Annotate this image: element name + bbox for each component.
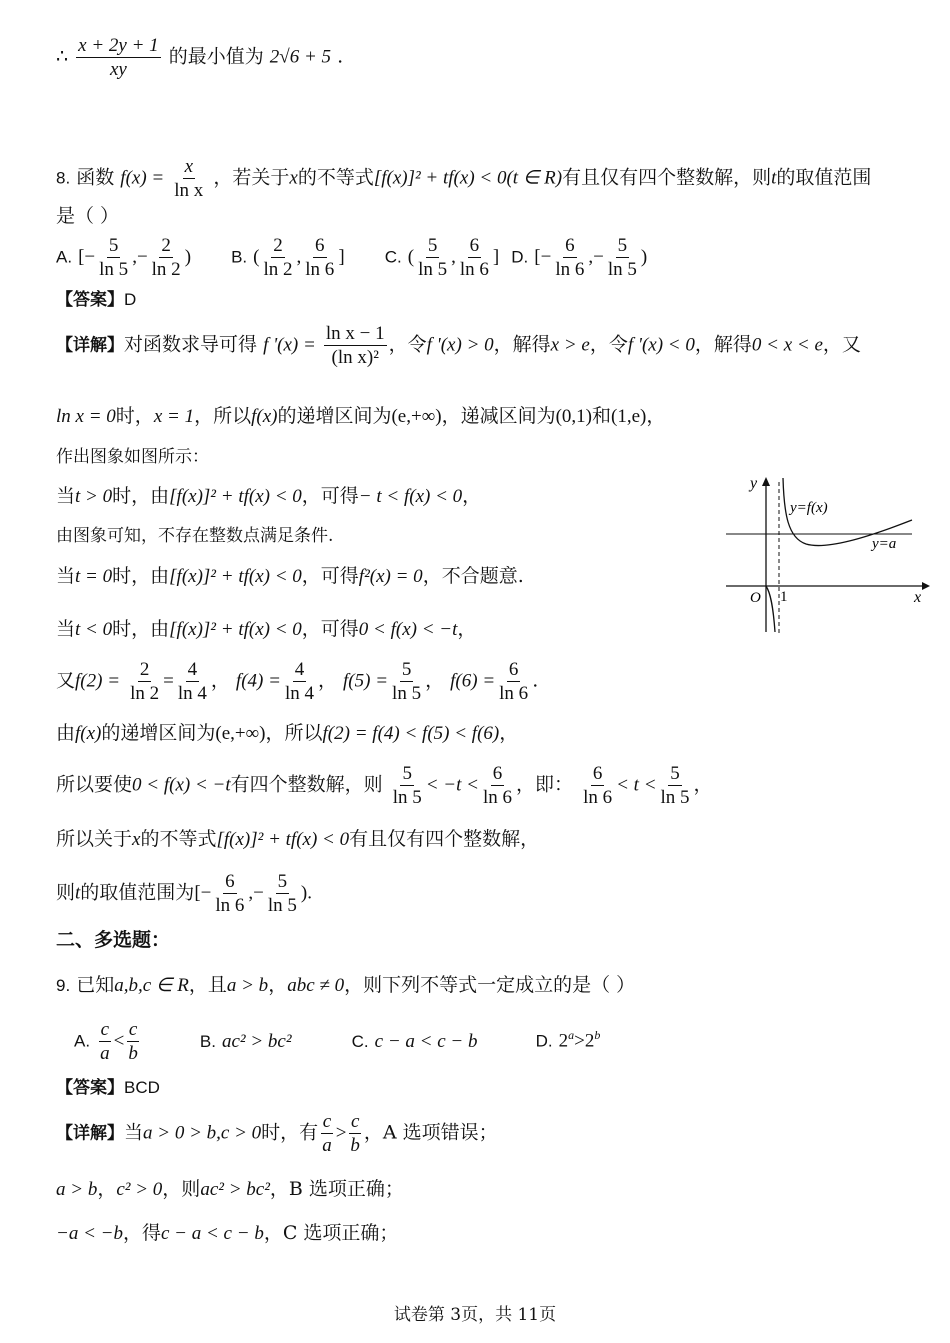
detail-tag: 【详解】 (56, 1123, 124, 1144)
math: 0 < f(x) < −t (358, 619, 458, 640)
option-label: D. (511, 247, 529, 267)
fraction (581, 764, 614, 807)
numerator: x (184, 156, 194, 177)
denominator: ln 5 (607, 259, 637, 280)
text: ，可得 (301, 618, 359, 640)
math: t < 0 (75, 619, 113, 640)
text: ， (499, 722, 519, 744)
text: 当 (124, 1121, 144, 1144)
math: a,b,c ∈ R (114, 975, 189, 996)
period: . (337, 45, 344, 68)
math: abc ≠ 0 (287, 975, 345, 996)
numerator: 6 (565, 235, 575, 256)
question-number: 8. (56, 168, 71, 188)
q8-detail-2 (56, 407, 665, 426)
text: 当 (56, 565, 76, 587)
math: < −t < (425, 774, 479, 796)
option-a (56, 236, 191, 279)
denominator: ln 5 (660, 787, 690, 808)
conclusion-line (56, 36, 343, 79)
numerator: 5 (401, 659, 412, 680)
line-label: y=a (872, 536, 897, 552)
text: 所以要使 (56, 773, 133, 796)
math: f '(x) > 0 (426, 334, 494, 356)
text: 作出图象如图所示： (56, 447, 209, 467)
bracket: ] (492, 246, 500, 268)
base: 2 (584, 1030, 595, 1052)
numerator: 6 (492, 763, 503, 784)
answer-tag: 【答案】 (56, 290, 124, 310)
text: ，即： (516, 773, 574, 796)
denominator: ln 5 (392, 787, 422, 808)
one-label: 1 (780, 589, 788, 605)
numerator: 6 (508, 659, 519, 680)
math: f(5) = (343, 670, 389, 692)
math: ln x = 0 (56, 406, 116, 427)
denominator: ln 5 (99, 259, 129, 280)
text: 和 (592, 405, 612, 427)
answer-value: BCD (124, 1078, 160, 1097)
text: 函数 (76, 166, 115, 189)
text: ，C 选项正确； (263, 1222, 399, 1244)
text: 所以关于 (56, 828, 133, 850)
math: 0 < x < e (751, 334, 823, 356)
text: 时，由 (112, 565, 170, 587)
text: 则 (56, 881, 76, 904)
fraction (176, 660, 209, 703)
math: c² > 0 (116, 1179, 163, 1200)
text: 有且仅有四个整数解， (349, 828, 540, 850)
denominator: ln 6 (215, 895, 245, 916)
numerator: c (350, 1111, 360, 1132)
bracket: ) (184, 246, 192, 268)
text: 的递增区间为 (277, 405, 392, 427)
math: f(x) (251, 406, 278, 427)
text: ，得 (122, 1222, 161, 1244)
denominator: ln x (174, 180, 204, 201)
exponent: a (568, 1028, 575, 1043)
text: ， (462, 485, 482, 507)
denominator: ln 4 (177, 683, 207, 704)
fraction (76, 36, 161, 79)
sep: ,− (132, 246, 148, 268)
q9-answer (56, 1078, 160, 1097)
text: 的取值范围 (776, 166, 872, 189)
math: < t < (616, 774, 657, 796)
denominator: ln 5 (418, 259, 448, 280)
numerator: 5 (427, 235, 438, 256)
math: ac² > bc² (200, 1179, 270, 1200)
q8-detail-8 (56, 660, 538, 703)
equals: = (163, 670, 174, 692)
text: ，则 (162, 1178, 201, 1200)
period: . (532, 669, 539, 692)
x-axis-label: x (914, 589, 922, 606)
q9-detail-1 (56, 1112, 498, 1155)
fraction (97, 236, 130, 279)
detail-tag: 【详解】 (56, 335, 124, 356)
fraction (266, 872, 299, 915)
text: ，又 (822, 333, 861, 356)
bracket: ). (300, 882, 312, 904)
fraction (659, 764, 692, 807)
numerator: 5 (277, 871, 288, 892)
numerator: 5 (670, 763, 680, 784)
q8-detail-5 (56, 528, 333, 545)
text: 当 (56, 485, 76, 507)
sep: , (451, 246, 456, 268)
fraction (348, 1112, 362, 1155)
origin-label: O (750, 590, 761, 606)
fraction (497, 660, 530, 703)
math: [f(x)]² + tf(x) < 0 (169, 619, 302, 640)
math: x > e (550, 334, 590, 356)
relation: < (113, 1030, 125, 1052)
math: ac² > bc² (221, 1030, 292, 1052)
option-label: B. (231, 247, 248, 267)
math: 0 < f(x) < −t (132, 774, 231, 796)
fraction (172, 157, 205, 200)
fraction (416, 236, 449, 279)
denominator: ln 6 (555, 259, 585, 280)
numerator: c (100, 1019, 110, 1040)
text: ， (693, 773, 713, 796)
var: t (771, 167, 777, 189)
exponent: b (594, 1028, 601, 1043)
q9-detail-2 (56, 1180, 404, 1199)
denominator: xy (109, 59, 127, 80)
denominator: ln 4 (284, 683, 314, 704)
fraction (320, 1112, 334, 1155)
math: (e,+∞) (391, 406, 442, 427)
q8-detail-9 (56, 724, 518, 743)
text: 已知 (76, 974, 115, 996)
derivative: f '(x) = (263, 334, 316, 356)
text: ，不合题意. (422, 565, 524, 587)
fraction (213, 872, 246, 915)
text: 时，由 (112, 485, 170, 507)
text: 由图象可知，不存在整数点满足条件. (56, 526, 334, 546)
numerator: 2 (161, 235, 171, 256)
denominator: ln 6 (583, 787, 613, 808)
fraction (303, 236, 336, 279)
denominator: a (100, 1043, 110, 1064)
inequality: [f(x)]² + tf(x) < 0(t ∈ R) (373, 167, 563, 189)
denominator: ln 6 (305, 259, 335, 280)
math: c − a < c − b (374, 1030, 478, 1052)
var: x (132, 829, 141, 850)
relation: > (574, 1030, 585, 1052)
numerator: 6 (592, 763, 603, 784)
math: a > b (226, 975, 269, 996)
bracket: [− (194, 882, 212, 904)
math: (0,1) (555, 406, 593, 427)
denominator: b (128, 1043, 138, 1064)
denominator: ln 6 (499, 683, 529, 704)
text: 时，有 (261, 1121, 319, 1144)
math: [f(x)]² + tf(x) < 0 (169, 566, 302, 587)
numerator: ln x − 1 (325, 323, 385, 344)
text: ， (646, 405, 666, 427)
text: ， (268, 974, 288, 996)
y-axis-arrow (762, 477, 770, 486)
math: [f(x)]² + tf(x) < 0 (169, 486, 302, 507)
math: f '(x) < 0 (627, 334, 695, 356)
numerator: 6 (225, 871, 235, 892)
q8-answer (56, 290, 136, 309)
fraction (324, 324, 387, 367)
q8-detail-11 (56, 830, 539, 849)
bracket: ] (338, 246, 345, 268)
sep: , (296, 246, 302, 268)
page-footer: 试卷第 3页，共 11页 (393, 1305, 557, 1325)
text: 有四个整数解，则 (230, 773, 383, 796)
sep: ， (317, 669, 337, 692)
numerator: 5 (108, 235, 119, 256)
q8-stem-cont (56, 207, 119, 226)
text: 是（ ） (56, 205, 120, 227)
x-axis-arrow (922, 582, 930, 590)
fraction (390, 660, 423, 703)
text: 又 (56, 669, 76, 692)
bracket: ) (640, 246, 648, 268)
q8-options (56, 236, 681, 279)
sep: ,− (588, 246, 604, 268)
var: t (75, 882, 81, 904)
numerator: x + 2y + 1 (78, 35, 159, 56)
denominator: b (350, 1135, 360, 1156)
fraction (126, 1020, 140, 1063)
math: a > 0 > b,c > 0 (143, 1122, 262, 1144)
math: −a < −b (56, 1223, 123, 1244)
text: ，令 (388, 333, 427, 356)
denominator: ln 5 (267, 895, 297, 916)
function-def: f(x) = (120, 167, 165, 189)
answer-value: D (124, 290, 137, 309)
q8-detail-10 (56, 764, 713, 807)
text: 对函数求导可得 (124, 333, 258, 356)
fraction (128, 660, 161, 703)
option-a (74, 1020, 142, 1063)
fraction (553, 236, 586, 279)
text: 时，由 (112, 618, 170, 640)
denominator: (ln x)² (331, 347, 379, 368)
text: ，且 (188, 974, 227, 996)
q8-stem (56, 157, 871, 200)
text: ，解得 (493, 333, 551, 356)
math: f(x) (75, 723, 102, 744)
numerator: 5 (402, 763, 412, 784)
fraction (481, 764, 514, 807)
fraction (262, 236, 295, 279)
text: 的递增区间为 (101, 722, 216, 744)
fraction (458, 236, 491, 279)
math: f(2) = (75, 670, 121, 692)
therefore-symbol: ∴ (56, 45, 69, 68)
math: t > 0 (75, 486, 113, 507)
text: ， (97, 1178, 117, 1200)
sep: ， (425, 669, 445, 692)
text: ， (457, 618, 477, 640)
option-label: D. (535, 1031, 553, 1051)
math: f(2) = f(4) < f(5) < f(6) (322, 723, 500, 744)
math: [f(x)]² + tf(x) < 0 (216, 829, 350, 850)
option-label: C. (351, 1031, 369, 1051)
y-axis-label: y (750, 475, 758, 492)
q8-detail-12 (56, 872, 312, 915)
function-graph (726, 474, 936, 634)
q8-detail-3 (56, 449, 209, 466)
numerator: 2 (139, 659, 150, 680)
fraction (150, 236, 183, 279)
bracket: ( (253, 246, 260, 268)
denominator: ln 2 (130, 683, 160, 704)
sep: ,− (248, 882, 264, 904)
fraction (606, 236, 639, 279)
option-c (352, 1032, 478, 1051)
fraction (391, 764, 424, 807)
option-b (200, 1032, 292, 1051)
text: 的取值范围为 (80, 881, 195, 904)
q8-detail-7 (56, 620, 476, 639)
numerator: 4 (294, 659, 305, 680)
math: f(4) = (235, 670, 281, 692)
question-number: 9. (56, 976, 71, 995)
text: 的不等式 (297, 166, 374, 189)
math: x = 1 (153, 406, 195, 427)
bracket: ( (407, 246, 415, 268)
text: ，则下列不等式一定成立的是（ ） (344, 974, 636, 996)
denominator: ln 5 (392, 683, 422, 704)
text: ，令 (589, 333, 628, 356)
sep: ， (210, 669, 230, 692)
numerator: 4 (187, 659, 198, 680)
min-value: 2√6 + 5 (269, 46, 332, 68)
text: 当 (56, 618, 76, 640)
fraction (283, 660, 316, 703)
section-heading: 二、多选题： (56, 929, 171, 951)
q8-detail-1 (56, 324, 861, 367)
option-label: B. (199, 1031, 216, 1051)
text: ，递减区间为 (441, 405, 556, 427)
fraction (98, 1020, 112, 1063)
math: a > b (56, 1179, 98, 1200)
var: x (289, 167, 298, 189)
text: 有且仅有四个整数解，则 (562, 166, 772, 189)
text: 的不等式 (140, 828, 217, 850)
numerator: c (128, 1019, 138, 1040)
text: 时， (115, 405, 154, 427)
option-c (385, 236, 500, 279)
denominator: ln 6 (459, 259, 489, 280)
text: ，若关于 (213, 166, 290, 189)
text: ，所以 (194, 405, 252, 427)
q9-options (74, 1020, 634, 1063)
numerator: 2 (273, 235, 283, 256)
curve-label: y=f(x) (790, 500, 828, 516)
text: 的最小值为 (168, 45, 264, 68)
option-label: A. (74, 1031, 91, 1051)
text: 由 (56, 722, 76, 744)
numerator: 5 (617, 235, 628, 256)
text: ，所以 (265, 722, 323, 744)
option-d (511, 236, 647, 279)
text: ，A 选项错误； (363, 1121, 498, 1144)
math: t = 0 (75, 566, 113, 587)
denominator: ln 2 (151, 259, 181, 280)
text: ，B 选项正确； (269, 1178, 404, 1200)
denominator: a (322, 1135, 332, 1156)
q8-detail-4 (56, 487, 481, 506)
denominator: ln 2 (263, 259, 293, 280)
text: ，解得 (694, 333, 752, 356)
option-label: A. (56, 247, 73, 267)
bracket: [− (534, 246, 552, 268)
option-d (536, 1029, 601, 1050)
math: (e,+∞) (215, 723, 266, 744)
denominator: ln 6 (482, 787, 512, 808)
math: f(6) = (450, 670, 496, 692)
base: 2 (558, 1030, 569, 1052)
curve-left (766, 586, 775, 632)
bracket: [− (78, 246, 96, 268)
math: c − a < c − b (160, 1223, 264, 1244)
text: ，可得 (301, 485, 359, 507)
option-b (231, 236, 345, 279)
math: f²(x) = 0 (358, 566, 423, 587)
numerator: 6 (315, 235, 325, 256)
option-label: C. (384, 247, 402, 267)
q9-stem (56, 976, 635, 995)
relation: > (335, 1122, 347, 1144)
numerator: c (322, 1111, 332, 1132)
q9-detail-3 (56, 1224, 398, 1243)
q8-detail-6 (56, 567, 524, 586)
numerator: 6 (469, 235, 480, 256)
math: (1,e) (611, 406, 647, 427)
math: − t < f(x) < 0 (358, 486, 463, 507)
text: ，可得 (301, 565, 359, 587)
answer-tag: 【答案】 (56, 1078, 124, 1098)
